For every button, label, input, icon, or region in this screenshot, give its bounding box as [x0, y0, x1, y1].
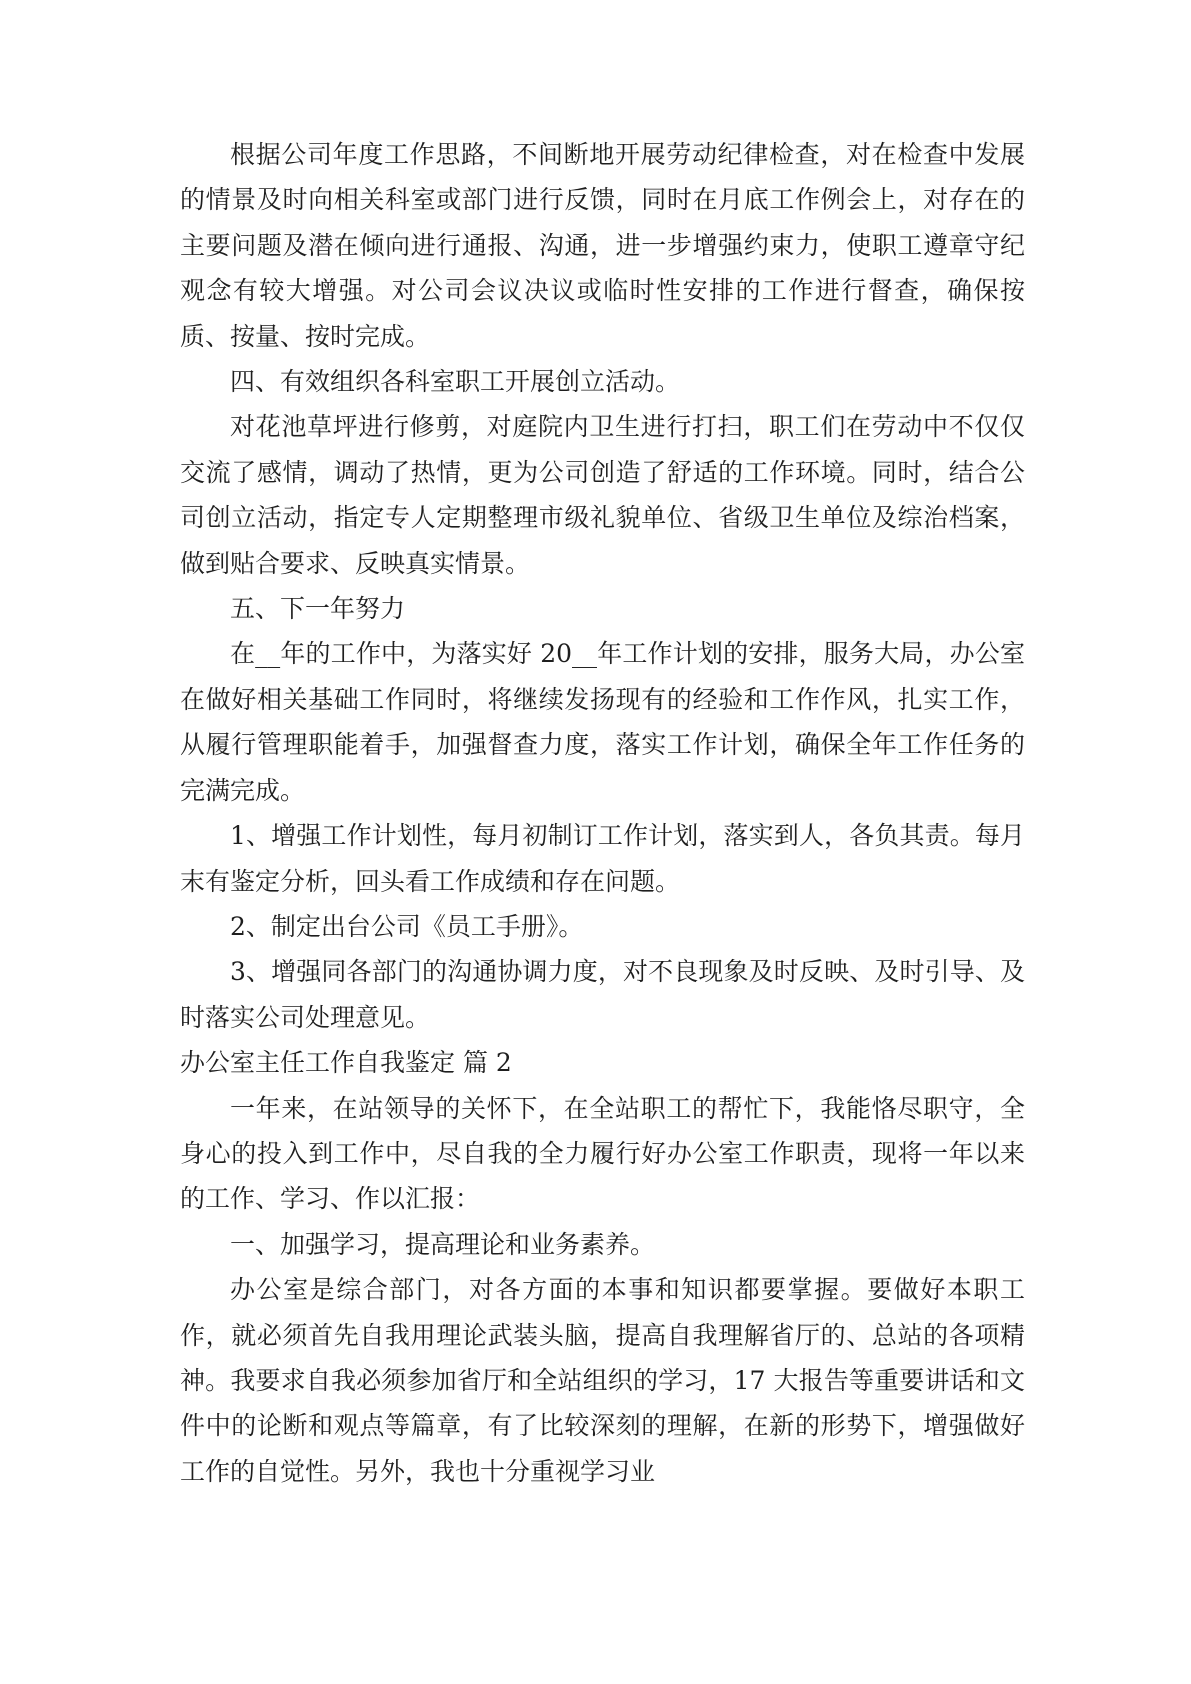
list-item-2: 2、制定出台公司《员工手册》。: [230, 911, 584, 941]
paragraph-inspection: 根据公司年度工作思路，不间断地开展劳动纪律检查，对在检查中发展的情景及时向相关科室或部门进行反馈，同时在月底工作例会上，对存在的主要问题及潜在倾向进行通报、沟通，进一步增强约束力，使职工遵章守纪观念有较大增强。对公司会议决议或临时性安排的工作进行督查，确保按质、按量、按时完成。: [180, 140, 1025, 351]
paragraph-intro: 一年来，在站领导的关怀下，在全站职工的帮忙下，我能恪尽职守，全身心的投入到工作中，尽自我的全力履行好办公室工作职责，现将一年以来的工作、学习、作以汇报：: [180, 1093, 1025, 1214]
document-body: [180, 132, 1025, 1494]
article-title-2: 办公室主任工作自我鉴定 篇 2: [180, 1048, 512, 1078]
paragraph-plan: 在__年的工作中，为落实好 20__年工作计划的安排，服务大局，办公室在做好相关基础工作同时，将继续发扬现有的经验和工作作风，扎实工作，从履行管理职能着手，加强督查力度，落实工作计划，确保全年工作任务的完满完成。: [180, 639, 1025, 805]
paragraph-study: 办公室是综合部门，对各方面的本事和知识都要掌握。要做好本职工作，就必须首先自我用理论武装头脑，提高自我理解省厅的、总站的各项精神。我要求自我必须参加省厅和全站组织的学习，17 大报告等重要讲话和文件中的论断和观点等篇章，有了比较深刻的理解，在新的形势下，增强做好工作的自觉性。另外，我也十分重视学习业: [180, 1275, 1025, 1486]
list-item-3: 3、增强同各部门的沟通协调力度，对不良现象及时反映、及时引导、及时落实公司处理意见。: [180, 957, 1025, 1032]
section-heading-5: 五、下一年努力: [230, 594, 406, 624]
section-heading-1: 一、加强学习，提高理论和业务素养。: [230, 1229, 656, 1259]
list-item-1: 1、增强工作计划性，每月初制订工作计划，落实到人，各负其责。每月末有鉴定分析，回头看工作成绩和存在问题。: [180, 821, 1025, 896]
paragraph-activities: 对花池草坪进行修剪，对庭院内卫生进行打扫，职工们在劳动中不仅仅交流了感情，调动了热情，更为公司创造了舒适的工作环境。同时，结合公司创立活动，指定专人定期整理市级礼貌单位、省级卫生单位及综治档案，做到贴合要求、反映真实情景。: [180, 412, 1025, 578]
section-heading-4: 四、有效组织各科室职工开展创立活动。: [230, 367, 681, 397]
